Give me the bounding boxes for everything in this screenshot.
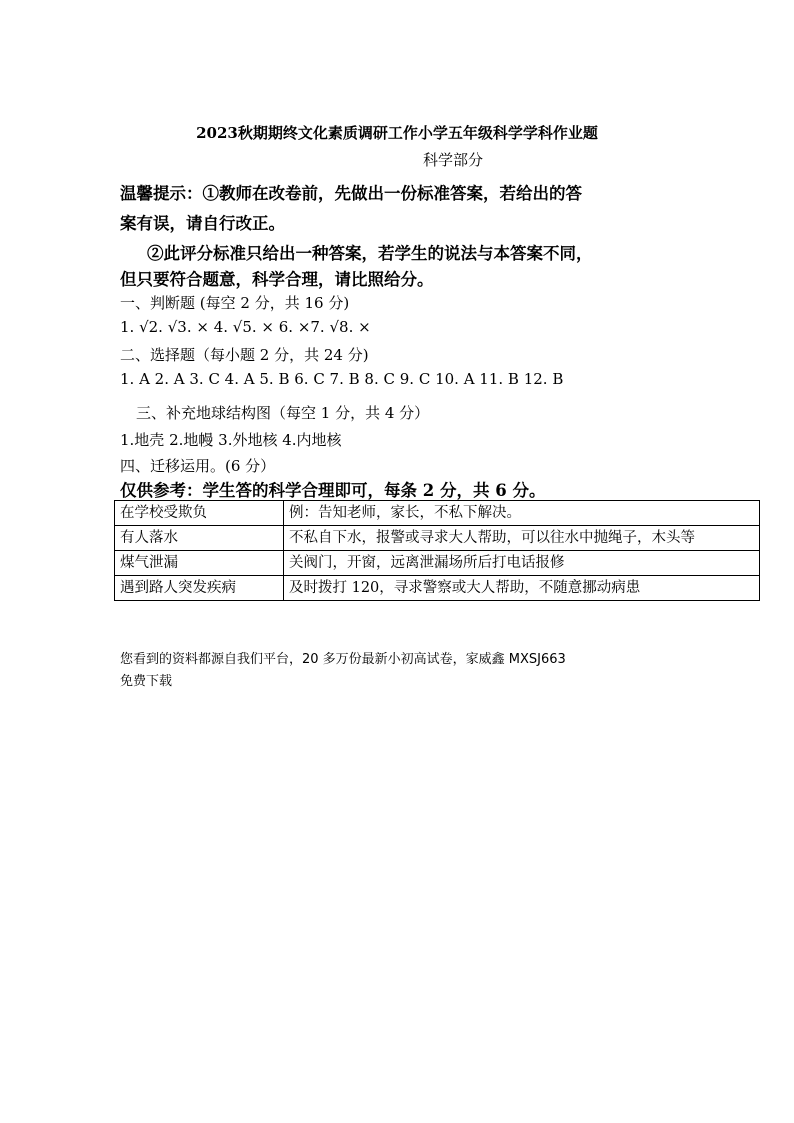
section-1-heading: 一、判断题 (每空 2 分，共 16 分) [120,294,350,312]
notice-line-1: 温馨提示：①教师在改卷前，先做出一份标准答案，若给出的答 [120,184,582,203]
table-cell-answer: 及时拨打 120，寻求警察或大人帮助，不随意挪动病患 [284,576,760,601]
answer-table [114,500,760,601]
notice-line-3: ②此评分标准只给出一种答案，若学生的说法与本答案不同， [147,244,593,263]
section-1-answers: 1. √2. √3. × 4. √5. × 6. ×7. √8. × [120,318,371,336]
table-row [115,526,760,551]
page-title: 2023秋期期终文化素质调研工作小学五年级科学学科作业题 [196,124,598,142]
section-2-answers: 1. A 2. A 3. C 4. A 5. B 6. C 7. B 8. C 9. C 10. A 11. B 12. B [120,370,564,388]
notice-line-2: 案有误，请自行改正。 [120,214,285,233]
table-row [115,501,760,526]
table-cell-situation: 遇到路人突发疾病 [115,576,284,601]
footer-line-1: 您看到的资料都源自我们平台，20 多万份最新小初高试卷，家威鑫 MXSJ663 [120,652,566,667]
table-row [115,576,760,601]
table-cell-answer: 例：告知老师，家长，不私下解决。 [284,501,760,526]
notice-line-4: 但只要符合题意，科学合理，请比照给分。 [120,270,434,289]
section-4-reference: 仅供参考：学生答的科学合理即可，每条 2 分，共 6 分。 [120,481,546,500]
section-3-answers: 1.地壳 2.地幔 3.外地核 4.内地核 [120,431,342,449]
section-3-heading: 三、补充地球结构图（每空 1 分，共 4 分） [136,404,430,422]
table-cell-situation: 煤气泄漏 [115,551,284,576]
table-cell-situation: 在学校受欺负 [115,501,284,526]
page-subtitle: 科学部分 [423,151,484,169]
footer-line-2: 免费下载 [120,674,173,689]
section-4-heading: 四、迁移运用。(6 分） [120,457,276,475]
table-row [115,551,760,576]
section-2-heading: 二、选择题（每小题 2 分，共 24 分) [120,346,369,364]
table-cell-situation: 有人落水 [115,526,284,551]
table-cell-answer: 关阀门，开窗，远离泄漏场所后打电话报修 [284,551,760,576]
table-cell-answer: 不私自下水，报警或寻求大人帮助，可以往水中抛绳子，木头等 [284,526,760,551]
